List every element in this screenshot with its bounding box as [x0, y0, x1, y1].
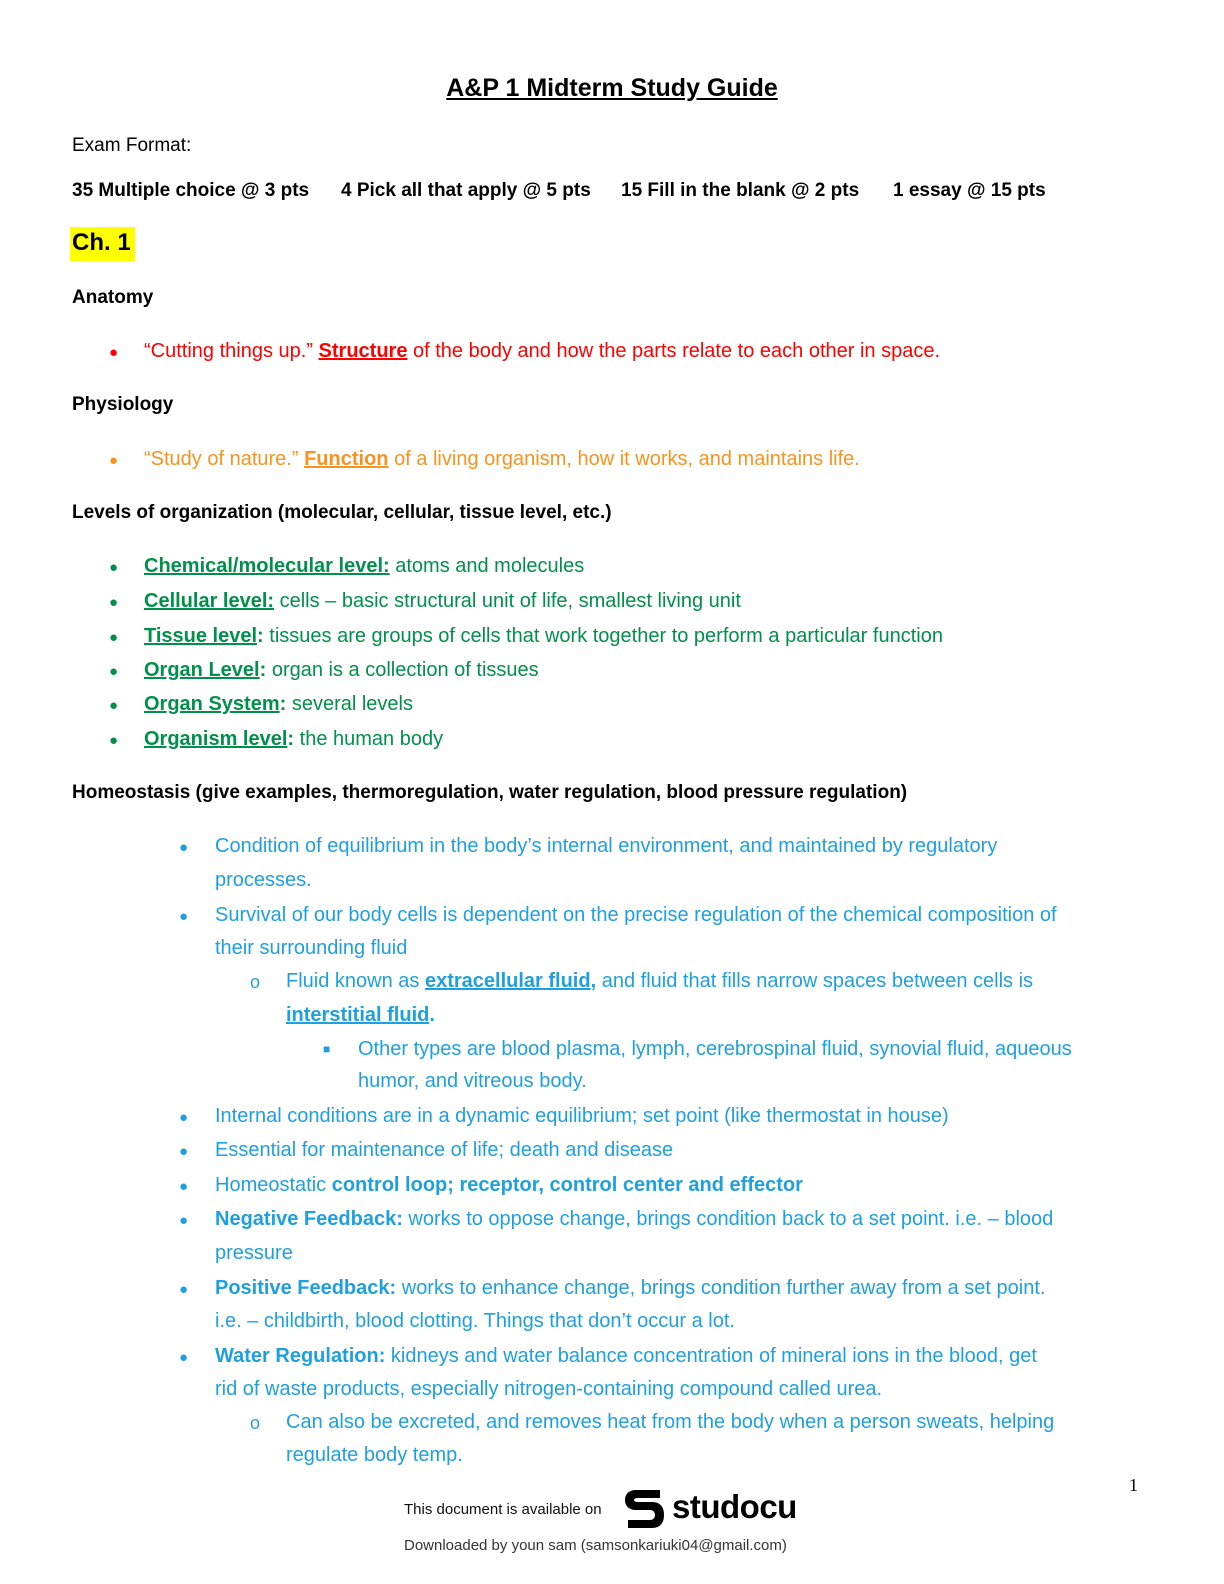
exam-format-item: 15 Fill in the blank @ 2 pts: [621, 180, 860, 201]
bullet-icon: ●: [109, 594, 119, 611]
list-item-continuation: rid of waste products, especially nitrogen-containing compound called urea.: [215, 1378, 883, 1400]
list-item: Internal conditions are in a dynamic equilibrium; set point (like thermostat in house): [215, 1105, 949, 1127]
page-title: A&P 1 Midterm Study Guide: [446, 74, 778, 102]
extracellular-fluid-term: extracellular fluid: [424, 970, 591, 992]
physiology-definition: “Study of nature.” Function of a living organism, how it works, and maintains life.: [144, 448, 860, 470]
physiology-heading: Physiology: [72, 394, 174, 415]
bullet-icon: ●: [179, 1178, 189, 1195]
list-item: Chemical/molecular level: atoms and molecules: [144, 555, 585, 577]
exam-format-item: 1 essay @ 15 pts: [893, 180, 1046, 201]
list-item: Organ Level: organ is a collection of tissues: [144, 659, 539, 681]
anatomy-definition: “Cutting things up.” Structure of the body and how the parts relate to each other in space.: [144, 340, 941, 362]
bullet-icon: ●: [109, 344, 119, 361]
hollow-circle-icon: o: [250, 972, 261, 992]
bullet-icon: ●: [109, 629, 119, 646]
footer-available-text: This document is available on: [404, 1501, 602, 1518]
bullet-icon: ●: [179, 1349, 189, 1366]
list-item: Cellular level: cells – basic structural unit of life, smallest living unit: [144, 590, 741, 612]
list-item: Homeostatic control loop; receptor, control center and effector: [215, 1174, 803, 1196]
chapter-heading: Ch. 1: [70, 227, 135, 261]
list-item-continuation: pressure: [215, 1242, 293, 1264]
sub-list-item: Fluid known as extracellular fluid, and fluid that fills narrow spaces between cells is: [286, 970, 1034, 992]
bullet-icon: ●: [179, 1109, 189, 1126]
sub-sub-list-item: Other types are blood plasma, lymph, cerebrospinal fluid, synovial fluid, aqueous: [358, 1038, 1072, 1060]
list-item: Organ System: several levels: [144, 693, 413, 715]
anatomy-key-term: Structure: [318, 340, 408, 362]
sub-list-item-continuation: regulate body temp.: [286, 1444, 463, 1466]
studocu-brand[interactable]: studocu: [672, 1488, 797, 1525]
bullet-icon: ●: [109, 732, 119, 749]
interstitial-fluid-term: interstitial fluid: [286, 1004, 430, 1026]
footer-downloaded-text: Downloaded by youn sam (samsonkariuki04@gmail.com): [404, 1537, 787, 1554]
list-item: Negative Feedback: works to oppose change, brings condition back to a set point. i.e. – blood: [215, 1208, 1054, 1230]
bullet-icon: ●: [179, 1143, 189, 1160]
physiology-key-term: Function: [304, 448, 389, 470]
list-item: Essential for maintenance of life; death and disease: [215, 1139, 674, 1161]
square-bullet-icon: ■: [323, 1042, 331, 1056]
exam-format-item: 4 Pick all that apply @ 5 pts: [341, 180, 591, 201]
list-item: Water Regulation: kidneys and water balance concentration of mineral ions in the blood, get: [215, 1345, 1037, 1367]
bullet-icon: ●: [179, 1281, 189, 1298]
bullet-icon: ●: [109, 663, 119, 680]
list-item: Survival of our body cells is dependent on the precise regulation of the chemical composition of: [215, 904, 1057, 926]
bullet-icon: ●: [109, 559, 119, 576]
list-item: Condition of equilibrium in the body’s internal environment, and maintained by regulatory: [215, 835, 998, 857]
bullet-icon: ●: [109, 697, 119, 714]
studocu-logo-icon: [622, 1484, 666, 1534]
sub-list-item-continuation: interstitial fluid.: [286, 1004, 435, 1026]
list-item: Tissue level: tissues are groups of cells that work together to perform a particular function: [144, 625, 943, 647]
list-item: Positive Feedback: works to enhance change, brings condition further away from a set point.: [215, 1277, 1046, 1299]
exam-format-heading: Exam Format:: [72, 135, 192, 156]
levels-heading: Levels of organization (molecular, cellular, tissue level, etc.): [72, 502, 612, 523]
bullet-icon: ●: [179, 1212, 189, 1229]
bullet-icon: ●: [109, 452, 119, 469]
homeostasis-heading: Homeostasis (give examples, thermoregulation, water regulation, blood pressure regulation): [72, 782, 908, 803]
list-item-continuation: i.e. – childbirth, blood clotting. Things that don’t occur a lot.: [215, 1310, 735, 1332]
exam-format-item: 35 Multiple choice @ 3 pts: [72, 180, 310, 201]
hollow-circle-icon: o: [250, 1413, 261, 1433]
list-item-continuation: processes.: [215, 869, 312, 891]
page-number: 1: [1129, 1475, 1138, 1495]
sub-sub-list-item-continuation: humor, and vitreous body.: [358, 1070, 587, 1092]
bullet-icon: ●: [179, 908, 189, 925]
bullet-icon: ●: [179, 839, 189, 856]
anatomy-heading: Anatomy: [72, 287, 154, 308]
sub-list-item: Can also be excreted, and removes heat from the body when a person sweats, helping: [286, 1411, 1055, 1433]
list-item: Organism level: the human body: [144, 728, 444, 750]
list-item-continuation: their surrounding fluid: [215, 937, 408, 959]
